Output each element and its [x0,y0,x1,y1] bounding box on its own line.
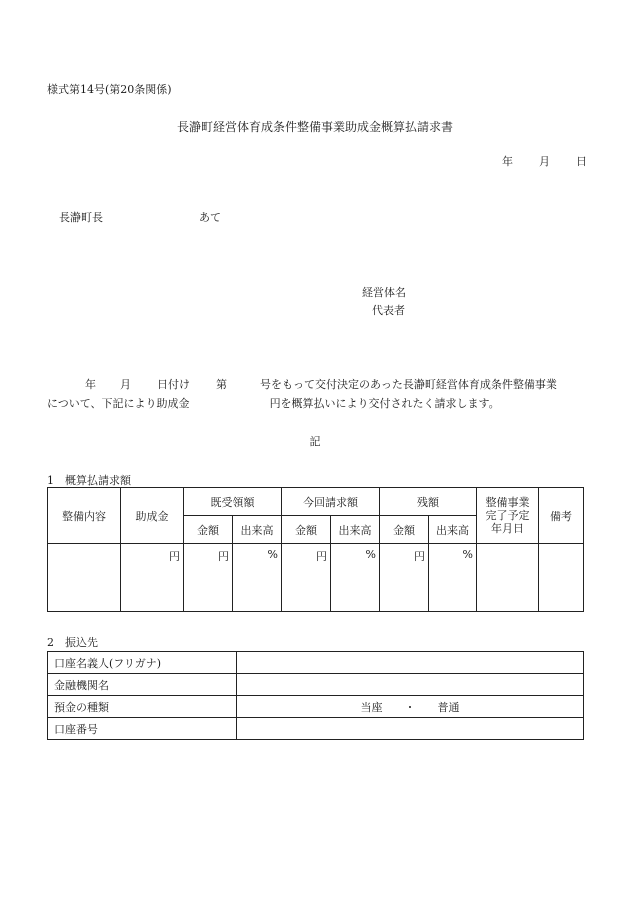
account-number-field[interactable] [237,718,584,740]
bank-name-label: 金融機関名 [48,674,237,696]
balance-amount-header: 金額 [380,516,429,544]
body-line2-a: について、下記により助成金 [47,397,190,410]
deposit-ordinary-option[interactable]: 普通 [437,700,460,714]
balance-amount-cell[interactable]: 円 [380,544,429,612]
date-line [502,155,587,169]
completion-line-1: 整備事業 [485,496,530,509]
document-title: 長瀞町経営体育成条件整備事業助成金概算払請求書 [176,120,453,134]
body-day: 日付け [157,378,190,391]
account-name-field[interactable] [237,652,584,674]
body-month: 月 [120,378,131,391]
col-grant-header: 助成金 [121,488,184,544]
body-line2-b: 円を概算払いにより交付されたく請求します。 [269,397,500,410]
col-received-header: 既受領額 [184,488,282,516]
received-progress-cell[interactable]: % [233,544,282,612]
received-amount-cell[interactable]: 円 [184,544,233,612]
completion-line-3: 年月日 [491,522,524,535]
balance-progress-header: 出来高 [429,516,477,544]
col-current-header: 今回請求額 [282,488,380,516]
received-progress-header: 出来高 [233,516,282,544]
addressee-suffix: あて [199,211,221,224]
body-line1-rest: 号をもって交付決定のあった長瀞町経営体育成条件整備事業 [260,378,557,391]
section2-heading: 2 振込先 [47,636,98,649]
col-content-header: 整備内容 [48,488,121,544]
addressee-name: 長瀞町長 [59,211,103,224]
transfer-destination-table [47,651,584,740]
deposit-current-option[interactable]: 当座 [360,700,383,714]
current-progress-cell[interactable]: % [331,544,380,612]
col-completion-header [477,488,539,544]
body-line-1 [85,378,557,392]
balance-progress-cell[interactable]: % [429,544,477,612]
received-amount-header: 金額 [184,516,233,544]
remarks-cell[interactable] [539,544,584,612]
account-number-label: 口座番号 [48,718,237,740]
col-remarks-header: 備考 [539,488,584,544]
ki-label: 記 [309,435,321,448]
current-amount-header: 金額 [282,516,331,544]
grant-cell[interactable]: 円 [121,544,184,612]
col-balance-header: 残額 [380,488,477,516]
date-month-label: 月 [539,155,550,168]
representative-label: 代表者 [372,304,405,317]
bank-name-field[interactable] [237,674,584,696]
body-year: 年 [85,378,96,391]
deposit-type-field[interactable] [237,696,584,718]
form-number: 様式第14号(第20条関係) [47,83,172,96]
deposit-type-label: 預金の種類 [48,696,237,718]
date-year-label: 年 [502,155,513,168]
completion-line-2: 完了予定 [485,509,530,522]
completion-cell[interactable] [477,544,539,612]
account-name-label: 口座名義人(フリガナ) [48,652,237,674]
content-cell[interactable] [48,544,121,612]
current-amount-cell[interactable]: 円 [282,544,331,612]
entity-name-label: 経営体名 [362,286,406,299]
section1-heading: 1 概算払請求額 [47,474,131,487]
body-line-2 [47,397,500,411]
current-progress-header: 出来高 [331,516,380,544]
deposit-separator: ・ [404,700,416,714]
body-no-prefix: 第 [216,378,227,391]
request-amount-table [47,487,584,612]
date-day-label: 日 [576,155,587,168]
